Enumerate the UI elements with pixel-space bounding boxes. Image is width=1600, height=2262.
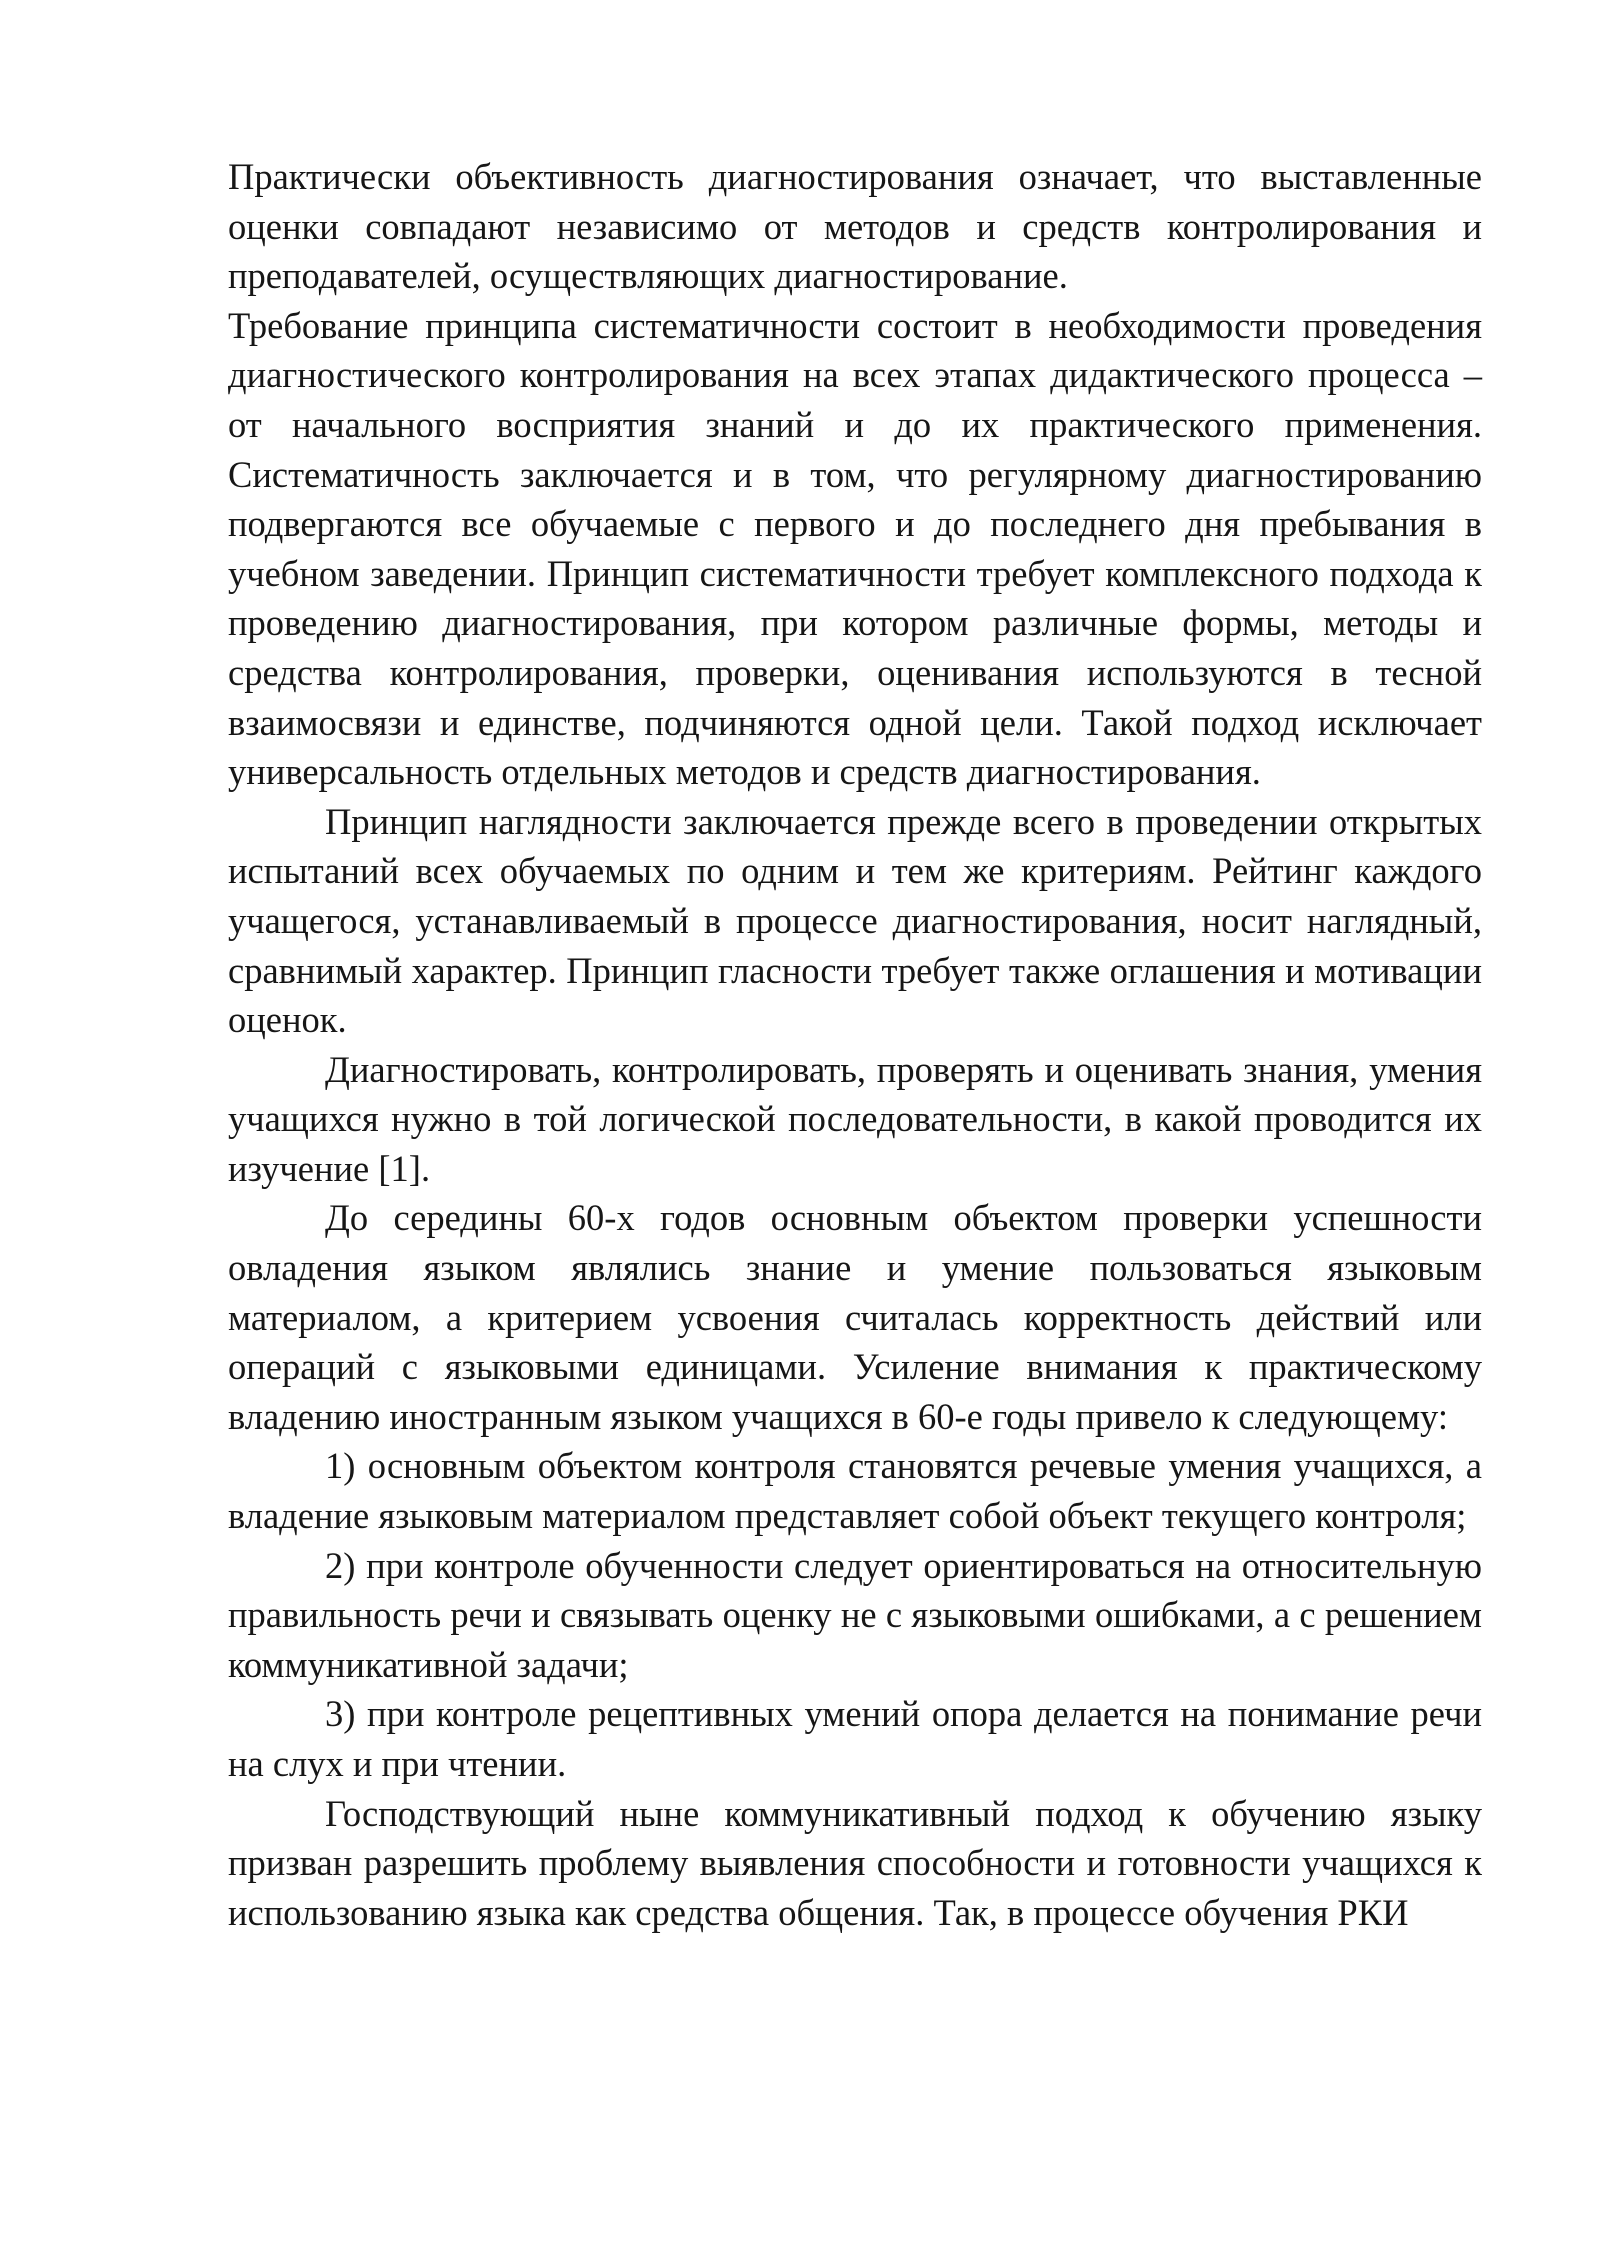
paragraph-communicative-approach: Господствующий ныне коммуникативный подход к обучению языку призван разрешить проблему выявления способности и готовности учащихся к использованию языка как средства общения. Так, в процессе обучения РКИ: [228, 1792, 1482, 1933]
paragraph-visibility: Принцип наглядности заключается прежде всего в проведении открытых испытаний всех обучаемых по одним и тем же критериям. Рейтинг каждого учащегося, устанавливаемый в процессе диагностирования, носит наглядный, сравнимый характер. Принцип гласности требует также оглашения и мотивации оценок.: [228, 800, 1482, 1041]
document-body: [228, 152, 1482, 1937]
list-item-2: 2) при контроле обученности следует ориентироваться на относительную правильность речи и связывать оценку не с языковыми ошибками, а с решением коммуникативной задачи;: [228, 1544, 1482, 1685]
paragraph-objectivity: Практически объективность диагностирования означает, что выставленные оценки совпадают независимо от методов и средств контролирования и преподавателей, осуществляющих диагностирование.: [228, 156, 1482, 297]
list-item-1: 1) основным объектом контроля становятся речевые умения учащихся, а владение языковым материалом представляет собой объект текущего контроля;: [228, 1445, 1482, 1537]
list-item-3: 3) при контроле рецептивных умений опора делается на понимание речи на слух и при чтении.: [228, 1693, 1482, 1784]
paragraph-history: До середины 60-х годов основным объектом проверки успешности овладения языком являлись знание и умение пользоваться языковым материалом, а критерием усвоения считалась корректность действий или операций с языковыми единицами. Усиление внимания к практическому владению иностранным языком учащихся в 60-е годы привело к следующему:: [228, 1197, 1482, 1437]
paragraph-sequence: Диагностировать, контролировать, проверять и оценивать знания, умения учащихся нужно в той логической последовательности, в какой проводится их изучение [1].: [228, 1048, 1482, 1189]
paragraph-systematicity: Требование принципа систематичности состоит в необходимости проведения диагностического контролирования на всех этапах дидактического процесса – от начального восприятия знаний и до их практического применения. Систематичность заключается и в том, что регулярному диагностированию подвергаются все обучаемые с первого и до последнего дня пребывания в учебном заведении. Принцип систематичности требует комплексного подхода к проведению диагностирования, при котором различные формы, методы и средства контролирования, проверки, оценивания используются в тесной взаимосвязи и единстве, подчиняются одной цели. Такой подход исключает универсальность отдельных методов и средств диагностирования.: [228, 304, 1482, 793]
